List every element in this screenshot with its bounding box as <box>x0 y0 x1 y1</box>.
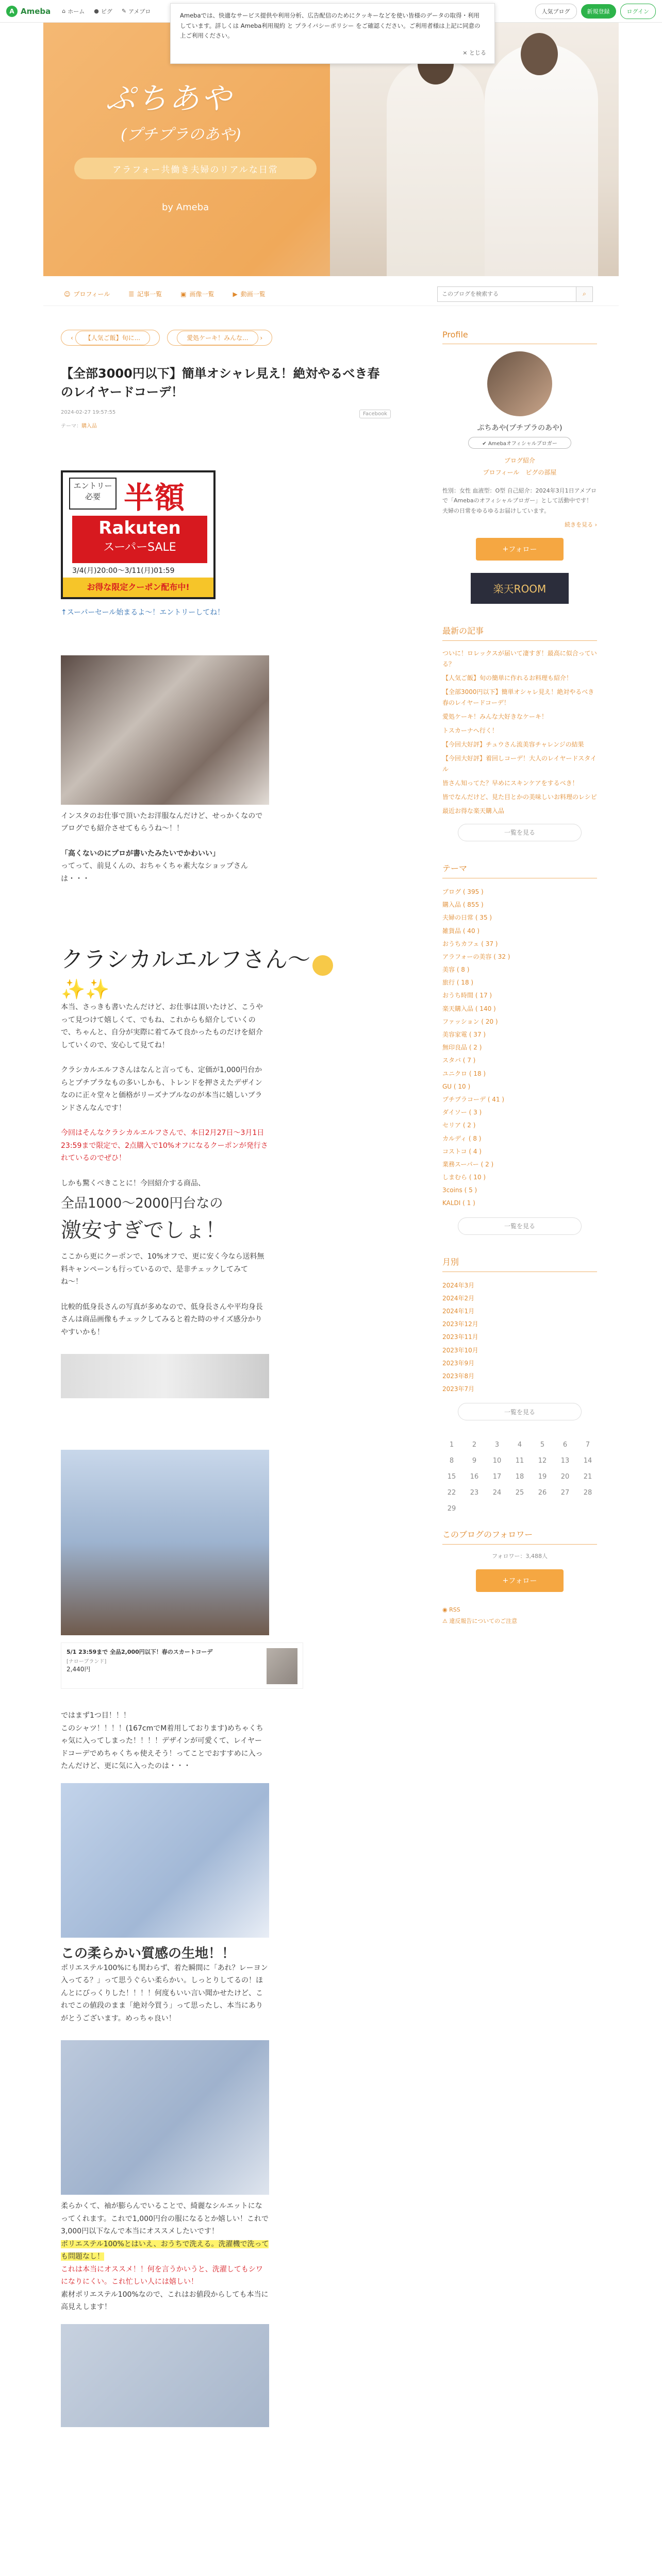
groom-figure <box>387 59 485 276</box>
list-item[interactable]: 2024年2月 <box>442 1294 475 1302</box>
calendar-day[interactable]: 27 <box>560 1489 570 1497</box>
list-item[interactable]: スタバ ( 7 ) <box>442 1057 476 1064</box>
cookie-notice <box>170 3 495 64</box>
top-nav <box>62 7 151 15</box>
next-article-label: 愛処ケーキ！みんな... <box>177 331 258 345</box>
avatar[interactable] <box>487 351 552 416</box>
list-item[interactable]: 2024年1月 <box>442 1308 475 1315</box>
monthly-heading: 月別 <box>442 1256 597 1272</box>
product-name: 5/1 23:59まで 全品2,000円以下！春のスカートコーデ <box>67 1649 213 1656</box>
report-label: 違反報告についてのご注意 <box>449 1618 518 1625</box>
smile-emoji-icon <box>312 955 333 976</box>
calendar-day[interactable]: 14 <box>583 1457 592 1465</box>
home-icon: ⌂ <box>62 8 66 14</box>
next-article-link[interactable]: 愛処ケーキ！みんな... › <box>167 330 272 346</box>
list-item[interactable]: 【今回大好評】チュウさん流美容チャレンジの結果 <box>442 740 584 748</box>
recent-posts-list <box>442 648 597 817</box>
list-item[interactable]: 美容 ( 8 ) <box>442 966 470 974</box>
profile-link[interactable]: プロフィール <box>483 468 520 476</box>
follow-button[interactable]: + フォロー <box>476 538 564 561</box>
bride-head <box>521 33 558 75</box>
main-column <box>61 330 391 2427</box>
brand-heading: クラシカルエルフさん〜 <box>61 946 310 973</box>
calendar-day[interactable]: 6 <box>562 1441 568 1449</box>
product-brand: [ナローブランド] <box>67 1658 107 1665</box>
calendar-day[interactable]: 26 <box>538 1489 547 1497</box>
list-item[interactable]: 美容家電 ( 37 ) <box>442 1031 486 1039</box>
calendar-day[interactable]: 2 <box>472 1441 477 1449</box>
banner-sale-label: スーパーSALE <box>103 541 176 554</box>
blog-search <box>437 286 593 302</box>
rakuten-sale-banner[interactable] <box>61 470 216 599</box>
brand-heading-block <box>61 942 391 1001</box>
ameba-logo-icon: A <box>6 6 18 17</box>
calendar-day[interactable]: 29 <box>447 1505 456 1513</box>
list-item[interactable]: 2023年9月 <box>442 1359 475 1367</box>
nav-articles[interactable] <box>128 290 162 298</box>
list-item[interactable]: 2023年7月 <box>442 1385 475 1393</box>
official-badge-label: Amebaオフィシャルブロガー <box>488 441 557 447</box>
photo-strip <box>61 1354 269 1398</box>
top-nav-ameblo-label: アメブロ <box>128 8 151 15</box>
calendar-day[interactable]: 24 <box>492 1489 502 1497</box>
calendar-day[interactable]: 9 <box>472 1457 477 1465</box>
calendar-day[interactable]: 8 <box>449 1457 454 1465</box>
list-item[interactable]: 無印良品 ( 2 ) <box>442 1044 482 1052</box>
nav-images[interactable] <box>180 290 214 298</box>
list-item[interactable]: 【今回大好評】着回しコーデ！大人のレイヤードスタイル <box>442 754 597 773</box>
list-item[interactable]: 愛処ケーキ！みんな大好きなケーキ！ <box>442 713 548 720</box>
list-item[interactable]: 皆さん知ってた？早めにスキンケアをするべき！ <box>442 779 578 787</box>
paragraph-13: ポリエステル100%にも関わらず、着た瞬間に「あれ？レーヨン入ってる？」って思うぐらい柔らかい。しっとりしてるの！ほんとにびっくりした！！！！何度もいい言い聞かせたけど、これでこの値段のまま「絶対今買う」って思ったし、本当にありがとうございます。めっちゃ良い！ <box>61 1963 268 2023</box>
banner-coupon: お得な限定クーポン配布中! <box>63 578 213 597</box>
calendar-day[interactable]: 11 <box>515 1457 524 1465</box>
list-item[interactable]: ユニクロ ( 18 ) <box>442 1070 486 1077</box>
profile-more-label: 続きを見る <box>565 521 593 528</box>
rss-icon: ◉ <box>442 1606 448 1614</box>
paragraph-14: 柔らかくて、袖が膨らんでいることで、綺麗なシルエットになってくれます。これで1,000円台の服になるとか嬉しい！これで3,000円以下なんで本当にオススメしたいです！ <box>61 2202 269 2236</box>
list-item[interactable]: KALDI ( 1 ) <box>442 1199 475 1207</box>
paragraph-9: 比較的低身長さんの写真が多めなので、低身長さんや平均身長さんは商品画像もチェックしてみると着た時のサイズ感分かりやすいかも！ <box>61 1302 263 1336</box>
calendar-day[interactable]: 1 <box>449 1441 454 1449</box>
follow-button-2-label: フォロー <box>508 1577 537 1586</box>
list-item[interactable]: トスカーナへ行く！ <box>442 726 498 734</box>
list-item[interactable]: 雑貨品 ( 40 ) <box>442 927 480 935</box>
ameba-logo[interactable] <box>6 6 51 17</box>
paragraph-11: このシャツ！！！！(167cmでM着用しております)めちゃくちゃ気に入ってしまった！！！！デザインが可愛くて、レイヤードコーデでめちゃくちゃ使えそう！ってことでおすすめに入ったんだけど、更に気に入ったのは・・・ <box>61 1724 263 1771</box>
calendar-day[interactable]: 20 <box>560 1473 570 1481</box>
list-item[interactable]: 2023年11月 <box>442 1333 478 1341</box>
nav-videos[interactable] <box>233 290 265 298</box>
official-badge <box>468 437 571 449</box>
share-button[interactable]: Facebook <box>359 410 391 418</box>
product-thumbnail <box>267 1648 297 1684</box>
warning-icon: ⚠ <box>442 1618 448 1625</box>
calendar-day[interactable]: 3 <box>494 1441 500 1449</box>
paragraph-7: しかも驚くべきことに！今回紹介する商品、 <box>61 1179 205 1188</box>
calendar-day[interactable]: 22 <box>447 1489 456 1497</box>
report-link[interactable] <box>442 1616 597 1627</box>
nav-videos-label: 動画一覧 <box>240 291 266 298</box>
popular-blogs-button[interactable]: 人気ブログ <box>535 4 577 19</box>
product-info <box>67 1648 261 1683</box>
top-nav-home-label: ホーム <box>68 8 85 15</box>
shirt-bottom-photo <box>61 2324 269 2427</box>
paragraph-4: 本当、さっきも書いたんだけど、お仕事は頂いたけど、こうやって見つけて嬉しくて、でもね、これからも紹介していくので、ちゃんと、自分が実際に着てみて良かったものだけを紹介していくので、安心して見てね！ <box>61 1003 263 1049</box>
list-item[interactable]: ダイソー ( 3 ) <box>442 1109 482 1116</box>
calendar-day[interactable]: 28 <box>583 1489 592 1497</box>
article-theme <box>61 421 391 429</box>
paragraph-15-text: ポリエステル100%とはいえ、おうちで洗える。洗濯機で洗っても問題なし！ <box>61 2240 269 2261</box>
nav-profile-label: プロフィール <box>73 291 110 298</box>
profile-more-link[interactable]: 続きを見る › <box>565 521 597 528</box>
blog-search-input[interactable] <box>437 286 576 302</box>
shirt-detail-photo <box>61 2040 269 2195</box>
price-callout: 全品1000〜2000円台なの <box>61 1196 223 1212</box>
list-item[interactable]: 皆でなんだけど、見た目とかの美味しいお料理のレシピ <box>442 793 597 801</box>
rss-label: RSS <box>449 1606 460 1614</box>
entry-note[interactable]: ↑スーパーセール始まるよ〜！エントリーしてね！ <box>61 608 225 617</box>
signup-button[interactable]: 新規登録 <box>581 4 616 19</box>
cookie-close-button[interactable]: × とじる <box>462 49 486 57</box>
list-item[interactable]: カルディ ( 8 ) <box>442 1134 482 1142</box>
profile-icon: ☺ <box>64 290 71 298</box>
sidebar-footer-links <box>442 1604 597 1627</box>
list-item[interactable]: アラフォーの美容 ( 32 ) <box>442 953 510 960</box>
blog-tagline: アラフォー共働き夫婦のリアルな日常 <box>74 158 317 179</box>
article-icon: ☰ <box>128 290 135 298</box>
profile-link-row <box>442 467 597 479</box>
banner-dates: 3/4(月)20:00〜3/11(月)01:59 <box>72 567 175 575</box>
paragraph-10: ではまず1つ目！！！ <box>61 1711 130 1720</box>
pigg-room-link[interactable]: ピグの部屋 <box>525 468 557 476</box>
recent-posts-heading: 最新の記事 <box>442 624 597 641</box>
list-item[interactable]: プチプラコーデ ( 41 ) <box>442 1095 505 1103</box>
list-item[interactable]: 最近お得な楽天購入品 <box>442 807 505 815</box>
search-icon[interactable]: ⌕ <box>576 286 593 302</box>
bride-figure <box>485 43 598 276</box>
check-icon: ✔ <box>482 441 487 447</box>
pigg-icon: ● <box>94 8 99 14</box>
product-price: 2,440円 <box>67 1665 91 1673</box>
list-item[interactable]: 2024年3月 <box>442 1281 475 1289</box>
paragraph-15 <box>61 2238 269 2263</box>
top-nav-pigg[interactable] <box>94 7 112 15</box>
list-item[interactable]: 2023年10月 <box>442 1346 478 1354</box>
list-item[interactable]: GU ( 10 ) <box>442 1082 471 1090</box>
theme-list <box>442 886 597 1210</box>
calendar-day[interactable]: 23 <box>470 1489 479 1497</box>
paragraph-6-text: 今回はそんなクラシカルエルフさんで、本日2月27日〜3月1日23:59まで限定で、2点購入で10%オフになるクーポンが発行されているのでぜひ！ <box>61 1129 268 1163</box>
paragraph-2: インスタのお仕事で頂いたお洋服なんだけど、せっかくなのでブログでも紹介させてもらうね〜！！ <box>61 811 263 833</box>
list-item[interactable]: 【人気ご飯】旬の簡単に作れるお料理も紹介！ <box>442 674 573 682</box>
list-item[interactable]: 2023年8月 <box>442 1372 475 1380</box>
sparkle-icon: ✨✨ <box>61 978 110 1001</box>
list-item[interactable]: おうちカフェ ( 37 ) <box>442 940 498 947</box>
paragraph-17: 素材ポリエステル100%なので、これはお値段からしても本当に高見えします！ <box>61 2290 269 2312</box>
banner-half: 半額 <box>124 480 186 515</box>
rss-link[interactable] <box>442 1604 597 1616</box>
top-nav-home[interactable] <box>62 7 85 15</box>
calendar-day[interactable]: 12 <box>538 1457 547 1465</box>
article-title: 【全部3000円以下】簡単オシャレ見え！絶対やるべき春のレイヤードコーデ！ <box>61 366 380 399</box>
calendar-day[interactable]: 15 <box>447 1473 456 1481</box>
top-right <box>535 4 656 19</box>
cookie-notice-text: Amebaでは、快適なサービス提供や利用分析、広告配信のためにクッキーなどを使い皆様のデータの取得・利用しています。詳しくは Ameba利用規約 と プライバシーポリシー をご確認ください。ご利用者様は上記に同意の上ご利用ください。 <box>180 12 481 40</box>
rakuten-room-banner[interactable]: 楽天ROOM <box>471 573 569 604</box>
blog-title: ぷちあや <box>105 81 234 116</box>
top-nav-ameblo[interactable] <box>122 7 151 15</box>
blog-intro-link[interactable]: ブログ紹介 <box>504 457 535 464</box>
nav-profile[interactable] <box>64 290 110 298</box>
list-item[interactable]: 3coins ( 5 ) <box>442 1187 477 1194</box>
clothing-flatlay-photo <box>61 655 269 805</box>
video-icon: ▶ <box>233 290 238 298</box>
theme-heading: テーマ <box>442 862 597 878</box>
profile-links <box>442 455 597 479</box>
banner-rakuten-logo: Rakuten <box>98 518 181 538</box>
article-date: 2024-02-27 19:57:55 <box>61 410 116 415</box>
fabric-closeup-photo <box>61 1783 269 1938</box>
list-item[interactable]: コストコ ( 4 ) <box>442 1147 482 1155</box>
product-card[interactable] <box>61 1642 303 1689</box>
list-item[interactable]: 【全部3000円以下】簡単オシャレ見え！絶対やるべき春のレイヤードコーデ！ <box>442 688 594 706</box>
profile-name[interactable]: ぷちあや(プチプラのあや) <box>477 424 562 432</box>
list-item[interactable]: ファッション ( 20 ) <box>442 1018 498 1025</box>
follow-button-2[interactable]: + フォロー <box>476 1569 564 1592</box>
ameba-logo-text: Ameba <box>21 6 51 16</box>
calendar-day[interactable]: 17 <box>492 1473 502 1481</box>
login-button[interactable]: ログイン <box>620 4 656 19</box>
list-item[interactable]: 購入品 ( 855 ) <box>442 901 484 909</box>
nav-articles-label: 記事一覧 <box>137 291 162 298</box>
monthly-more-button[interactable]: 一覧を見る <box>458 1403 582 1420</box>
calendar <box>442 1441 597 1513</box>
calendar-day[interactable]: 7 <box>585 1441 590 1449</box>
profile-info: 性別：女性 血液型：O型 自己紹介：2024年3月1日アメブロで「Amebaのオフィシャルブロガー」として活動中です！夫婦の日常をゆるゆるお届けしています。 <box>442 487 597 515</box>
prev-article-label: 【人気ご飯】旬に... <box>75 331 150 345</box>
prev-article-link[interactable]: ‹ 【人気ご飯】旬に... <box>61 330 160 346</box>
quote-1: 「高くないのにプロが書いたみたいでかわいい」 <box>61 849 220 858</box>
nav-images-label: 画像一覧 <box>189 291 214 298</box>
blog-by-ameba: by Ameba <box>162 202 209 213</box>
image-icon: ▣ <box>180 290 187 298</box>
calendar-day[interactable]: 13 <box>560 1457 570 1465</box>
blog-nav <box>43 282 619 306</box>
recent-more-button[interactable]: 一覧を見る <box>458 824 582 841</box>
list-item[interactable]: 2023年12月 <box>442 1320 478 1328</box>
theme-link[interactable]: 購入品 <box>81 423 97 429</box>
list-item[interactable]: ブログ ( 395 ) <box>442 888 484 895</box>
list-item[interactable]: 夫婦の日常 ( 35 ) <box>442 914 492 922</box>
paragraph-3: ってって、前見くんの、おちゃくちゃ素大なショップさんは・・・ <box>61 862 248 883</box>
article-pager <box>61 330 391 346</box>
followers-heading: このブログのフォロワー <box>442 1528 597 1545</box>
calendar-day[interactable]: 5 <box>540 1441 545 1449</box>
paragraph-16: これは本当にオススメ！！何を言うかいうと、洗濯してもシワになりにくい。これ忙しい人には嬉しい！ <box>61 2265 263 2286</box>
calendar-day[interactable]: 25 <box>515 1489 524 1497</box>
calendar-day[interactable]: 16 <box>470 1473 479 1481</box>
list-item[interactable]: 楽天購入品 ( 140 ) <box>442 1005 496 1012</box>
calendar-day[interactable]: 18 <box>515 1473 524 1481</box>
calendar-day[interactable]: 21 <box>583 1473 592 1481</box>
top-nav-pigg-label: ピグ <box>101 8 112 15</box>
paragraph-6 <box>61 1127 269 1165</box>
theme-label: テーマ： <box>61 423 81 429</box>
blog-subtitle: (プチプラのあや) <box>121 126 241 144</box>
list-item[interactable]: おうち時間 ( 17 ) <box>442 992 492 999</box>
list-item[interactable]: セリア ( 2 ) <box>442 1122 476 1129</box>
profile-heading: Profile <box>442 330 597 344</box>
banner-rakuten <box>72 516 207 563</box>
cookie-close-label: とじる <box>469 49 486 57</box>
theme-more-button[interactable]: 一覧を見る <box>458 1217 582 1235</box>
paragraph-8: ここから更にクーポンで、10%オフで、更に安く今なら送料無料キャンペーンも行っているので、是非チェックしてみてね〜！ <box>61 1252 264 1286</box>
list-item[interactable]: 旅行 ( 18 ) <box>442 979 474 987</box>
banner-entry: エントリー必要 <box>69 478 117 510</box>
sidebar <box>442 330 597 1627</box>
list-item[interactable]: しまむら ( 10 ) <box>442 1174 486 1181</box>
calendar-day[interactable]: 19 <box>538 1473 547 1481</box>
fabric-heading: この柔らかい質感の生地！！ <box>61 1945 236 1961</box>
follow-button-label: フォロー <box>508 545 537 554</box>
followers-count: フォロワー：3,488人 <box>492 1553 548 1560</box>
list-item[interactable]: ついに！ロレックスが届いて凄すぎ！最高に似合っている？ <box>442 649 597 668</box>
paragraph-5: クラシカルエルフさんはなんと言っても、定価が1,000円台からとプチプラなもの多いしかも、トレンドを押さえたデザインなのに正々堂々と価格がリーズナブルなのが本当に嬉しいブランドさんなんです！ <box>61 1066 262 1112</box>
calendar-day[interactable]: 4 <box>517 1441 522 1449</box>
cheap-callout: 激安すぎでしょ！ <box>61 1218 226 1243</box>
list-item[interactable]: 業務スーパー ( 2 ) <box>442 1160 494 1168</box>
monthly-list <box>442 1279 597 1396</box>
shirt-outfit-photo <box>61 1450 269 1635</box>
calendar-day[interactable]: 10 <box>492 1457 502 1465</box>
ameblo-icon: ✎ <box>121 8 127 14</box>
article-meta <box>61 410 391 418</box>
